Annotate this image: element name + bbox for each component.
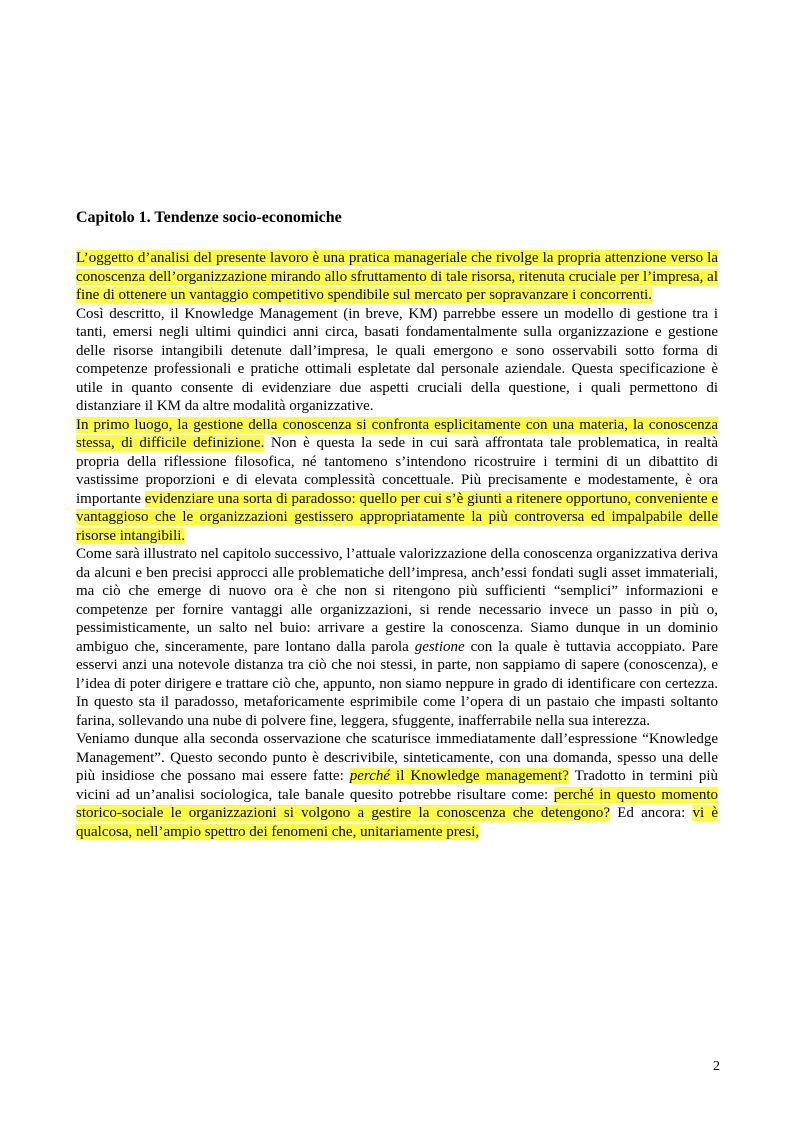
text-segment: Non è questa la sede in cui sarà affrontata tale problematica, in realtà propria della riflessione filosofica, né tantomeno s’intendono ricostruire i termini di un dibattito di vastissime proporzioni e di elevata complessità concettuale. Più precisamente e modestamente, è ora importante bbox=[76, 435, 718, 507]
paragraph bbox=[76, 249, 718, 305]
text-segment: Veniamo dunque alla seconda osservazione che scaturisce immediatamente dall’espressione “Knowledge Management”. Questo secondo punto è descrivibile, sinteticamente, con una domanda, spesso una delle più insidiose che possano mai essere fatte: bbox=[76, 731, 718, 784]
highlighted-text: perché in questo momento storico-sociale le organizzazioni si volgono a gestire la conoscenza che detengono? bbox=[76, 786, 718, 821]
text-segment: Così descritto, il Knowledge Management (in breve, KM) parrebbe essere un modello di gestione tra i tanti, emersi negli ultimi quindici anni circa, basati fondamentalmente sulla organizzazione e gestione delle risorse intangibili detenute dall’impresa, le quali emergono e sono osservabili sotto forma di competenze professionali e pratiche ottimali espletate dal personale aziendale. Questa specificazione è utile in quanto consente di evidenziare due aspetti cruciali della questione, i quali permettono di distanziare il KM da altre modalità organizzative. bbox=[76, 305, 718, 414]
highlighted-text: evidenziare una sorta di paradosso: quello per cui s’è giunti a ritenere opportuno, conveniente e vantaggioso che le organizzazioni gestissero appropriatamente la più controversa ed impalpabile delle risorse intangibili. bbox=[76, 490, 719, 544]
highlighted-text: L’oggetto d’analisi del presente lavoro è una pratica manageriale che rivolge la propria attenzione verso la conoscenza dell’organizzazione mirando allo sfruttamento di tale risorsa, ritenuta cruciale per l’impresa, al fine di ottenere un vantaggio competitivo spendibile sul mercato per sopravanzare i concorrenti. bbox=[76, 250, 718, 303]
highlighted-text: In primo luogo, la gestione della conoscenza si confronta esplicitamente con una materia, la conoscenza stessa, di difficile definizione. bbox=[76, 416, 718, 451]
paragraph bbox=[76, 730, 718, 841]
highlighted-text: vi è qualcosa, nell’ampio spettro dei fenomeni che, unitariamente presi, bbox=[76, 805, 718, 840]
text-segment: con la quale è tuttavia accoppiato. Pare esservi anzi una notevole distanza tra ciò che noi stessi, in parte, non sappiamo di sapere (conoscenza), e l’idea di poter dirigere e trattare ciò che, appunto, non siamo neppure in grado di identificare con certezza. In questo sta il paradosso, metaforicamente esprimibile come l’opera di un pastaio che impasti soltanto farina, sollevando una nube di polvere fine, leggera, sfuggente, inafferrabile nella sua interezza. bbox=[76, 638, 718, 729]
highlighted-text: il Knowledge management? bbox=[390, 768, 569, 784]
chapter-title: Capitolo 1. Tendenze socio-economiche bbox=[76, 209, 342, 226]
paragraph bbox=[76, 545, 718, 730]
body-text bbox=[76, 249, 718, 841]
text-segment: Tradotto in termini più vicini ad un’analisi sociologica, tale banale quesito potrebbe risultare come: bbox=[76, 768, 718, 803]
text-segment: gestione bbox=[414, 638, 465, 655]
paragraph bbox=[76, 416, 718, 546]
paragraph bbox=[76, 305, 718, 416]
page-number: 2 bbox=[713, 1059, 720, 1074]
text-segment: Come sarà illustrato nel capitolo successivo, l’attuale valorizzazione della conoscenza organizzativa deriva da alcuni e ben precisi approcci alle problematiche dell’impresa, anch’essi fondati sugli asset immateriali, ma ciò che emerge di nuovo ora è che non si ritengono più sufficienti “semplici” informazioni e competenze per fornire vantaggi alle organizzazioni, si rende necessario invece un passo in più o, pessimisticamente, un salto nel buio: arrivare a gestire la conoscenza. Siamo dunque in un dominio ambiguo che, sinceramente, pare lontano dalla parola bbox=[76, 546, 718, 655]
text-segment: Ed ancora: bbox=[610, 805, 693, 821]
highlighted-text: perché bbox=[349, 768, 391, 784]
